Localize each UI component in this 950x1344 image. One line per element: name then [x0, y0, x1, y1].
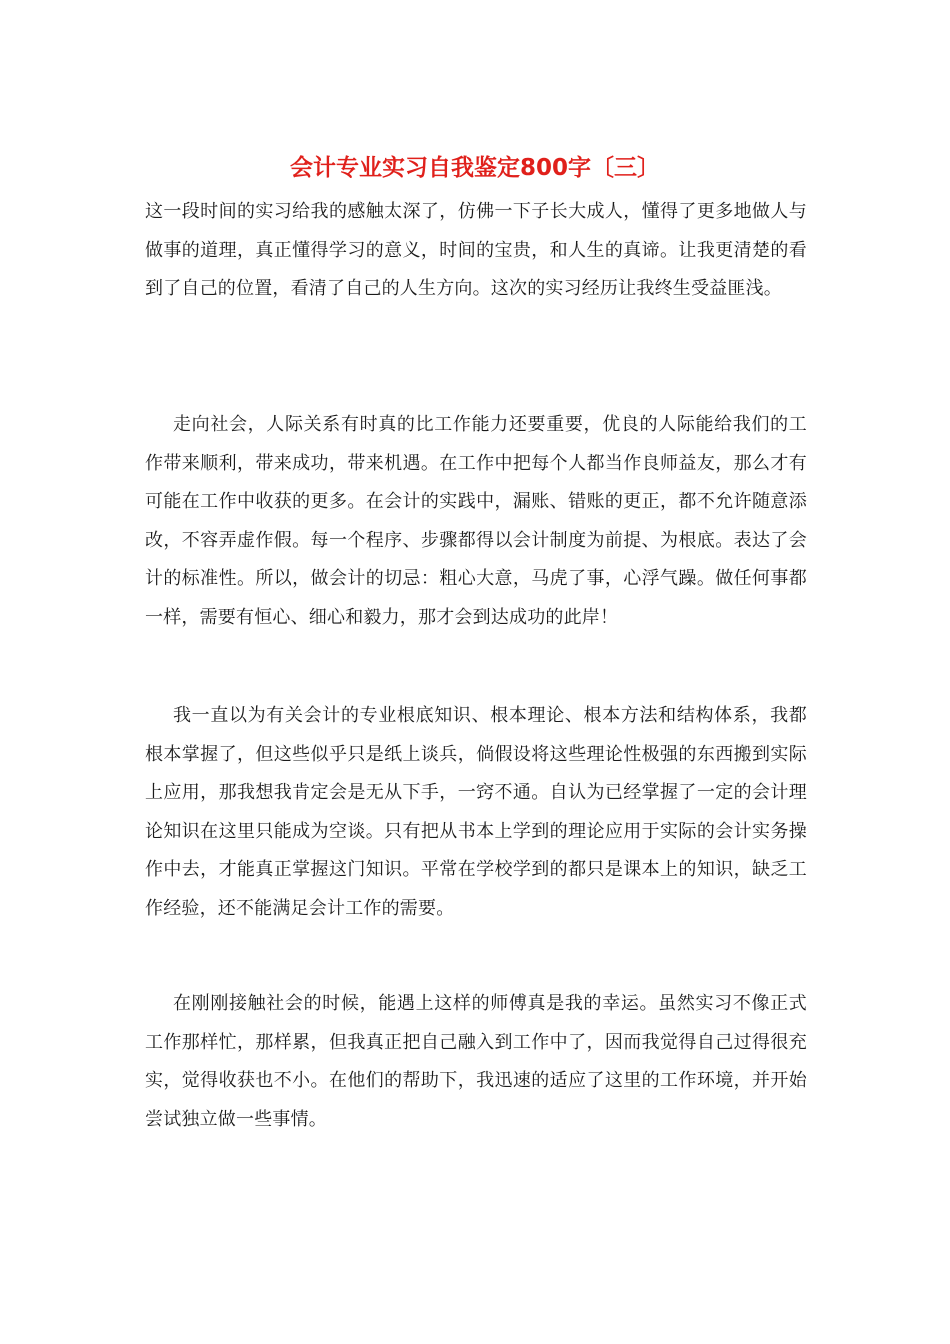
paragraph-3: 我一直以为有关会计的专业根底知识、根本理论、根本方法和结构体系，我都根本掌握了，但这些似乎只是纸上谈兵，倘假设将这些理论性极强的东西搬到实际上应用，那我想我肯定会是无从下手，一窍不通。自认为已经掌握了一定的会计理论知识在这里只能成为空谈。只有把从书本上学到的理论应用于实际的会计实务操作中去，才能真正掌握这门知识。平常在学校学到的都只是课本上的知识，缺乏工作经验，还不能满足会计工作的需要。 [145, 705, 807, 919]
paragraph-4: 在刚刚接触社会的时候，能遇上这样的师傅真是我的幸运。虽然实习不像正式工作那样忙，那样累，但我真正把自己融入到工作中了，因而我觉得自己过得很充实，觉得收获也不小。在他们的帮助下，我迅速的适应了这里的工作环境，并开始尝试独立做一些事情。 [145, 993, 807, 1130]
paragraph-1: 这一段时间的实习给我的感触太深了，仿佛一下子长大成人，懂得了更多地做人与做事的道理，真正懂得学习的意义，时间的宝贵，和人生的真谛。让我更清楚的看到了自己的位置，看清了自己的人生方向。这次的实习经历让我终生受益匪浅。 [145, 201, 807, 300]
paragraph-2: 走向社会，人际关系有时真的比工作能力还要重要，优良的人际能给我们的工作带来顺利，带来成功，带来机遇。在工作中把每个人都当作良师益友，那么才有可能在工作中收获的更多。在会计的实践中，漏账、错账的更正，都不允许随意添改，不容弄虚作假。每一个程序、步骤都得以会计制度为前提、为根底。表达了会计的标准性。所以，做会计的切忌：粗心大意，马虎了事，心浮气躁。做任何事都一样，需要有恒心、细心和毅力，那才会到达成功的此岸！ [145, 414, 807, 628]
document-title: 会计专业实习自我鉴定800字〔三〕 [289, 155, 660, 181]
